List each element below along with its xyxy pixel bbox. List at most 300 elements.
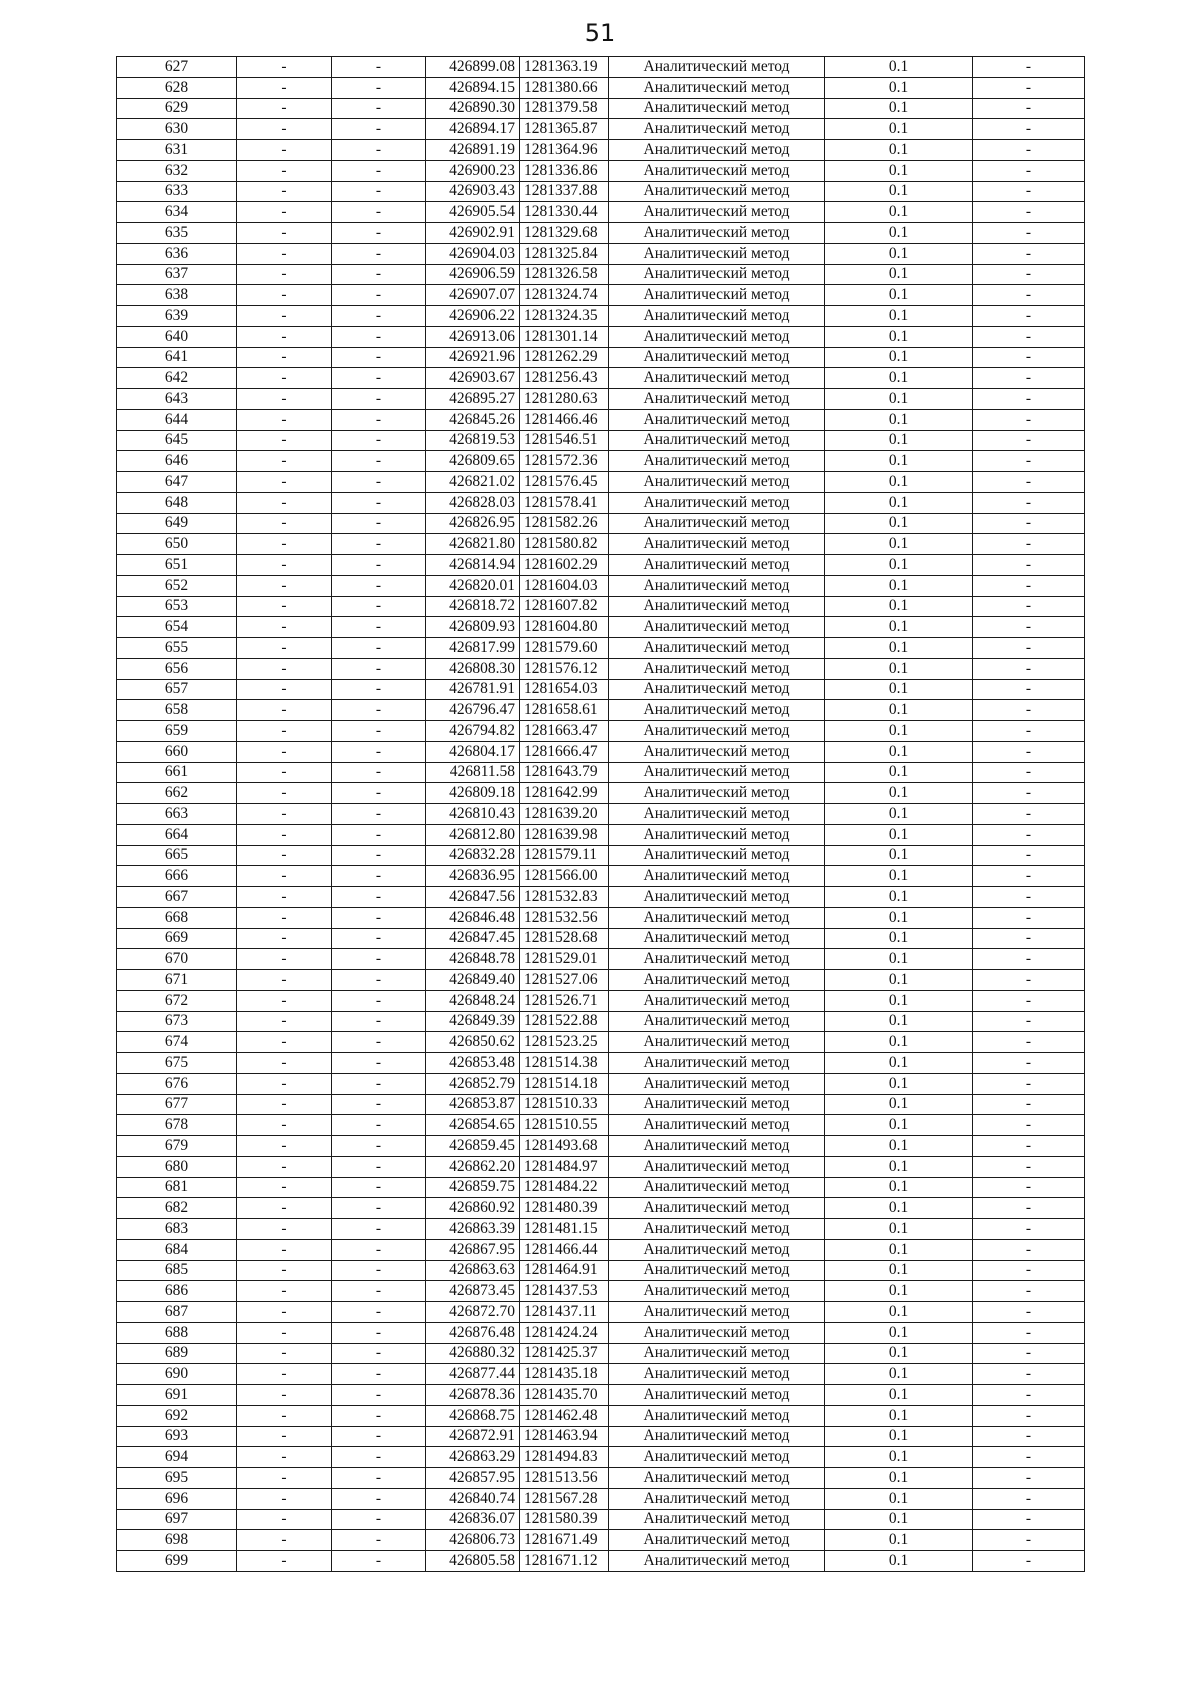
method-cell: Аналитический метод <box>609 1385 825 1406</box>
dash-cell: - <box>332 1551 426 1572</box>
dash-cell: - <box>973 285 1085 306</box>
method-cell: Аналитический метод <box>609 223 825 244</box>
y-coordinate-cell: 1281324.35 <box>520 306 609 327</box>
dash-cell: - <box>332 77 426 98</box>
accuracy-cell: 0.1 <box>825 1488 973 1509</box>
dash-cell: - <box>237 970 332 991</box>
table-row <box>117 804 1085 825</box>
x-coordinate-cell: 426818.72 <box>426 596 520 617</box>
table-row <box>117 534 1085 555</box>
accuracy-cell: 0.1 <box>825 907 973 928</box>
accuracy-cell: 0.1 <box>825 990 973 1011</box>
method-cell: Аналитический метод <box>609 57 825 78</box>
y-coordinate-cell: 1281484.97 <box>520 1156 609 1177</box>
y-coordinate-cell: 1281578.41 <box>520 492 609 513</box>
dash-cell: - <box>332 804 426 825</box>
table-row <box>117 389 1085 410</box>
y-coordinate-cell: 1281466.44 <box>520 1239 609 1260</box>
table-row <box>117 1530 1085 1551</box>
dash-cell: - <box>973 202 1085 223</box>
point-number-cell: 693 <box>117 1426 237 1447</box>
point-number-cell: 644 <box>117 409 237 430</box>
dash-cell: - <box>973 679 1085 700</box>
accuracy-cell: 0.1 <box>825 949 973 970</box>
point-number-cell: 670 <box>117 949 237 970</box>
table-row <box>117 990 1085 1011</box>
method-cell: Аналитический метод <box>609 721 825 742</box>
x-coordinate-cell: 426805.58 <box>426 1551 520 1572</box>
dash-cell: - <box>332 57 426 78</box>
y-coordinate-cell: 1281336.86 <box>520 160 609 181</box>
accuracy-cell: 0.1 <box>825 741 973 762</box>
dash-cell: - <box>237 1488 332 1509</box>
method-cell: Аналитический метод <box>609 347 825 368</box>
dash-cell: - <box>237 1281 332 1302</box>
dash-cell: - <box>332 990 426 1011</box>
x-coordinate-cell: 426809.65 <box>426 451 520 472</box>
y-coordinate-cell: 1281642.99 <box>520 783 609 804</box>
table-row <box>117 1177 1085 1198</box>
dash-cell: - <box>237 1385 332 1406</box>
table-row <box>117 638 1085 659</box>
point-number-cell: 665 <box>117 845 237 866</box>
y-coordinate-cell: 1281580.39 <box>520 1509 609 1530</box>
y-coordinate-cell: 1281666.47 <box>520 741 609 762</box>
accuracy-cell: 0.1 <box>825 1426 973 1447</box>
dash-cell: - <box>973 700 1085 721</box>
point-number-cell: 641 <box>117 347 237 368</box>
x-coordinate-cell: 426903.43 <box>426 181 520 202</box>
accuracy-cell: 0.1 <box>825 1219 973 1240</box>
y-coordinate-cell: 1281602.29 <box>520 555 609 576</box>
accuracy-cell: 0.1 <box>825 1011 973 1032</box>
table-row <box>117 1198 1085 1219</box>
method-cell: Аналитический метод <box>609 285 825 306</box>
x-coordinate-cell: 426809.18 <box>426 783 520 804</box>
table-row <box>117 492 1085 513</box>
table-row <box>117 1405 1085 1426</box>
point-number-cell: 674 <box>117 1032 237 1053</box>
x-coordinate-cell: 426876.48 <box>426 1322 520 1343</box>
dash-cell: - <box>237 409 332 430</box>
table-row <box>117 368 1085 389</box>
accuracy-cell: 0.1 <box>825 1053 973 1074</box>
dash-cell: - <box>332 1198 426 1219</box>
method-cell: Аналитический метод <box>609 513 825 534</box>
x-coordinate-cell: 426810.43 <box>426 804 520 825</box>
dash-cell: - <box>973 1364 1085 1385</box>
x-coordinate-cell: 426840.74 <box>426 1488 520 1509</box>
table-row <box>117 658 1085 679</box>
dash-cell: - <box>332 700 426 721</box>
method-cell: Аналитический метод <box>609 887 825 908</box>
accuracy-cell: 0.1 <box>825 243 973 264</box>
dash-cell: - <box>332 347 426 368</box>
accuracy-cell: 0.1 <box>825 1239 973 1260</box>
x-coordinate-cell: 426902.91 <box>426 223 520 244</box>
method-cell: Аналитический метод <box>609 638 825 659</box>
y-coordinate-cell: 1281379.58 <box>520 98 609 119</box>
x-coordinate-cell: 426808.30 <box>426 658 520 679</box>
table-row <box>117 1260 1085 1281</box>
dash-cell: - <box>237 824 332 845</box>
y-coordinate-cell: 1281494.83 <box>520 1447 609 1468</box>
method-cell: Аналитический метод <box>609 451 825 472</box>
point-number-cell: 686 <box>117 1281 237 1302</box>
x-coordinate-cell: 426794.82 <box>426 721 520 742</box>
x-coordinate-cell: 426862.20 <box>426 1156 520 1177</box>
table-row <box>117 617 1085 638</box>
point-number-cell: 629 <box>117 98 237 119</box>
point-number-cell: 687 <box>117 1302 237 1323</box>
y-coordinate-cell: 1281424.24 <box>520 1322 609 1343</box>
dash-cell: - <box>237 1094 332 1115</box>
dash-cell: - <box>332 306 426 327</box>
point-number-cell: 695 <box>117 1468 237 1489</box>
method-cell: Аналитический метод <box>609 555 825 576</box>
point-number-cell: 671 <box>117 970 237 991</box>
y-coordinate-cell: 1281513.56 <box>520 1468 609 1489</box>
y-coordinate-cell: 1281654.03 <box>520 679 609 700</box>
dash-cell: - <box>332 1032 426 1053</box>
y-coordinate-cell: 1281324.74 <box>520 285 609 306</box>
dash-cell: - <box>332 1488 426 1509</box>
dash-cell: - <box>973 1239 1085 1260</box>
dash-cell: - <box>237 679 332 700</box>
point-number-cell: 627 <box>117 57 237 78</box>
accuracy-cell: 0.1 <box>825 596 973 617</box>
dash-cell: - <box>237 1426 332 1447</box>
table-row <box>117 223 1085 244</box>
accuracy-cell: 0.1 <box>825 721 973 742</box>
table-row <box>117 160 1085 181</box>
point-number-cell: 697 <box>117 1509 237 1530</box>
table-row <box>117 1488 1085 1509</box>
accuracy-cell: 0.1 <box>825 119 973 140</box>
x-coordinate-cell: 426848.78 <box>426 949 520 970</box>
point-number-cell: 682 <box>117 1198 237 1219</box>
point-number-cell: 673 <box>117 1011 237 1032</box>
x-coordinate-cell: 426905.54 <box>426 202 520 223</box>
y-coordinate-cell: 1281464.91 <box>520 1260 609 1281</box>
table-row <box>117 1136 1085 1157</box>
method-cell: Аналитический метод <box>609 783 825 804</box>
dash-cell: - <box>237 1551 332 1572</box>
table-row <box>117 1219 1085 1240</box>
dash-cell: - <box>237 1343 332 1364</box>
dash-cell: - <box>237 990 332 1011</box>
x-coordinate-cell: 426832.28 <box>426 845 520 866</box>
dash-cell: - <box>332 202 426 223</box>
dash-cell: - <box>237 1260 332 1281</box>
accuracy-cell: 0.1 <box>825 575 973 596</box>
accuracy-cell: 0.1 <box>825 1177 973 1198</box>
table-row <box>117 306 1085 327</box>
point-number-cell: 676 <box>117 1073 237 1094</box>
x-coordinate-cell: 426907.07 <box>426 285 520 306</box>
dash-cell: - <box>973 409 1085 430</box>
method-cell: Аналитический метод <box>609 1468 825 1489</box>
table-row <box>117 347 1085 368</box>
y-coordinate-cell: 1281330.44 <box>520 202 609 223</box>
accuracy-cell: 0.1 <box>825 513 973 534</box>
method-cell: Аналитический метод <box>609 804 825 825</box>
dash-cell: - <box>332 658 426 679</box>
y-coordinate-cell: 1281523.25 <box>520 1032 609 1053</box>
y-coordinate-cell: 1281546.51 <box>520 430 609 451</box>
table-row <box>117 472 1085 493</box>
dash-cell: - <box>973 658 1085 679</box>
dash-cell: - <box>237 638 332 659</box>
dash-cell: - <box>237 472 332 493</box>
y-coordinate-cell: 1281580.82 <box>520 534 609 555</box>
dash-cell: - <box>332 638 426 659</box>
y-coordinate-cell: 1281435.18 <box>520 1364 609 1385</box>
dash-cell: - <box>237 1198 332 1219</box>
point-number-cell: 656 <box>117 658 237 679</box>
point-number-cell: 675 <box>117 1053 237 1074</box>
dash-cell: - <box>332 389 426 410</box>
method-cell: Аналитический метод <box>609 1198 825 1219</box>
dash-cell: - <box>332 1426 426 1447</box>
dash-cell: - <box>973 430 1085 451</box>
x-coordinate-cell: 426921.96 <box>426 347 520 368</box>
accuracy-cell: 0.1 <box>825 1405 973 1426</box>
dash-cell: - <box>332 783 426 804</box>
dash-cell: - <box>237 347 332 368</box>
table-row <box>117 98 1085 119</box>
table-row <box>117 57 1085 78</box>
dash-cell: - <box>973 1260 1085 1281</box>
method-cell: Аналитический метод <box>609 1488 825 1509</box>
dash-cell: - <box>973 741 1085 762</box>
method-cell: Аналитический метод <box>609 77 825 98</box>
accuracy-cell: 0.1 <box>825 824 973 845</box>
method-cell: Аналитический метод <box>609 243 825 264</box>
dash-cell: - <box>973 1073 1085 1094</box>
dash-cell: - <box>237 783 332 804</box>
method-cell: Аналитический метод <box>609 1426 825 1447</box>
point-number-cell: 684 <box>117 1239 237 1260</box>
dash-cell: - <box>237 845 332 866</box>
dash-cell: - <box>237 389 332 410</box>
dash-cell: - <box>237 77 332 98</box>
dash-cell: - <box>973 160 1085 181</box>
x-coordinate-cell: 426906.22 <box>426 306 520 327</box>
table-row <box>117 1281 1085 1302</box>
table-row <box>117 845 1085 866</box>
dash-cell: - <box>237 1053 332 1074</box>
dash-cell: - <box>973 1219 1085 1240</box>
dash-cell: - <box>332 1239 426 1260</box>
dash-cell: - <box>973 1509 1085 1530</box>
method-cell: Аналитический метод <box>609 1260 825 1281</box>
table-row <box>117 762 1085 783</box>
table-row <box>117 409 1085 430</box>
dash-cell: - <box>332 1405 426 1426</box>
dash-cell: - <box>332 1260 426 1281</box>
dash-cell: - <box>332 970 426 991</box>
dash-cell: - <box>237 1405 332 1426</box>
x-coordinate-cell: 426863.63 <box>426 1260 520 1281</box>
accuracy-cell: 0.1 <box>825 1364 973 1385</box>
accuracy-cell: 0.1 <box>825 534 973 555</box>
method-cell: Аналитический метод <box>609 596 825 617</box>
dash-cell: - <box>237 1115 332 1136</box>
accuracy-cell: 0.1 <box>825 1468 973 1489</box>
y-coordinate-cell: 1281301.14 <box>520 326 609 347</box>
x-coordinate-cell: 426847.45 <box>426 928 520 949</box>
point-number-cell: 668 <box>117 907 237 928</box>
dash-cell: - <box>973 181 1085 202</box>
table-row <box>117 326 1085 347</box>
method-cell: Аналитический метод <box>609 1343 825 1364</box>
method-cell: Аналитический метод <box>609 824 825 845</box>
table-row <box>117 575 1085 596</box>
x-coordinate-cell: 426867.95 <box>426 1239 520 1260</box>
y-coordinate-cell: 1281337.88 <box>520 181 609 202</box>
table-row <box>117 513 1085 534</box>
point-number-cell: 647 <box>117 472 237 493</box>
dash-cell: - <box>332 513 426 534</box>
dash-cell: - <box>973 306 1085 327</box>
dash-cell: - <box>237 1073 332 1094</box>
x-coordinate-cell: 426845.26 <box>426 409 520 430</box>
point-number-cell: 679 <box>117 1136 237 1157</box>
dash-cell: - <box>973 575 1085 596</box>
table-row <box>117 824 1085 845</box>
dash-cell: - <box>332 762 426 783</box>
point-number-cell: 680 <box>117 1156 237 1177</box>
point-number-cell: 642 <box>117 368 237 389</box>
dash-cell: - <box>237 575 332 596</box>
y-coordinate-cell: 1281325.84 <box>520 243 609 264</box>
dash-cell: - <box>973 824 1085 845</box>
x-coordinate-cell: 426849.39 <box>426 1011 520 1032</box>
method-cell: Аналитический метод <box>609 1447 825 1468</box>
dash-cell: - <box>332 492 426 513</box>
x-coordinate-cell: 426814.94 <box>426 555 520 576</box>
y-coordinate-cell: 1281480.39 <box>520 1198 609 1219</box>
point-number-cell: 653 <box>117 596 237 617</box>
y-coordinate-cell: 1281529.01 <box>520 949 609 970</box>
x-coordinate-cell: 426853.48 <box>426 1053 520 1074</box>
accuracy-cell: 0.1 <box>825 658 973 679</box>
accuracy-cell: 0.1 <box>825 430 973 451</box>
y-coordinate-cell: 1281643.79 <box>520 762 609 783</box>
method-cell: Аналитический метод <box>609 866 825 887</box>
table-row <box>117 1239 1085 1260</box>
dash-cell: - <box>332 555 426 576</box>
x-coordinate-cell: 426894.15 <box>426 77 520 98</box>
dash-cell: - <box>332 534 426 555</box>
table-row <box>117 119 1085 140</box>
x-coordinate-cell: 426857.95 <box>426 1468 520 1489</box>
method-cell: Аналитический метод <box>609 1156 825 1177</box>
dash-cell: - <box>237 1364 332 1385</box>
accuracy-cell: 0.1 <box>825 409 973 430</box>
x-coordinate-cell: 426853.87 <box>426 1094 520 1115</box>
dash-cell: - <box>973 1530 1085 1551</box>
accuracy-cell: 0.1 <box>825 98 973 119</box>
dash-cell: - <box>237 430 332 451</box>
table-row <box>117 1032 1085 1053</box>
dash-cell: - <box>973 990 1085 1011</box>
x-coordinate-cell: 426804.17 <box>426 741 520 762</box>
table-row <box>117 887 1085 908</box>
dash-cell: - <box>332 409 426 430</box>
dash-cell: - <box>237 804 332 825</box>
x-coordinate-cell: 426860.92 <box>426 1198 520 1219</box>
dash-cell: - <box>973 1136 1085 1157</box>
dash-cell: - <box>237 140 332 161</box>
x-coordinate-cell: 426828.03 <box>426 492 520 513</box>
accuracy-cell: 0.1 <box>825 306 973 327</box>
x-coordinate-cell: 426868.75 <box>426 1405 520 1426</box>
accuracy-cell: 0.1 <box>825 970 973 991</box>
x-coordinate-cell: 426820.01 <box>426 575 520 596</box>
dash-cell: - <box>973 1053 1085 1074</box>
method-cell: Аналитический метод <box>609 472 825 493</box>
accuracy-cell: 0.1 <box>825 1198 973 1219</box>
dash-cell: - <box>237 617 332 638</box>
y-coordinate-cell: 1281437.53 <box>520 1281 609 1302</box>
dash-cell: - <box>237 1447 332 1468</box>
y-coordinate-cell: 1281532.83 <box>520 887 609 908</box>
dash-cell: - <box>332 98 426 119</box>
x-coordinate-cell: 426863.29 <box>426 1447 520 1468</box>
method-cell: Аналитический метод <box>609 1011 825 1032</box>
table-row <box>117 1053 1085 1074</box>
y-coordinate-cell: 1281579.11 <box>520 845 609 866</box>
accuracy-cell: 0.1 <box>825 285 973 306</box>
accuracy-cell: 0.1 <box>825 160 973 181</box>
dash-cell: - <box>332 845 426 866</box>
method-cell: Аналитический метод <box>609 1136 825 1157</box>
point-number-cell: 699 <box>117 1551 237 1572</box>
y-coordinate-cell: 1281607.82 <box>520 596 609 617</box>
table-row <box>117 243 1085 264</box>
dash-cell: - <box>973 1426 1085 1447</box>
dash-cell: - <box>237 285 332 306</box>
dash-cell: - <box>973 534 1085 555</box>
dash-cell: - <box>237 887 332 908</box>
dash-cell: - <box>332 1156 426 1177</box>
accuracy-cell: 0.1 <box>825 845 973 866</box>
table-row <box>117 866 1085 887</box>
dash-cell: - <box>237 243 332 264</box>
dash-cell: - <box>973 928 1085 949</box>
dash-cell: - <box>237 1136 332 1157</box>
dash-cell: - <box>973 1156 1085 1177</box>
dash-cell: - <box>237 866 332 887</box>
point-number-cell: 649 <box>117 513 237 534</box>
accuracy-cell: 0.1 <box>825 804 973 825</box>
method-cell: Аналитический метод <box>609 1073 825 1094</box>
accuracy-cell: 0.1 <box>825 1156 973 1177</box>
y-coordinate-cell: 1281514.38 <box>520 1053 609 1074</box>
accuracy-cell: 0.1 <box>825 326 973 347</box>
point-number-cell: 646 <box>117 451 237 472</box>
dash-cell: - <box>973 347 1085 368</box>
x-coordinate-cell: 426899.08 <box>426 57 520 78</box>
y-coordinate-cell: 1281466.46 <box>520 409 609 430</box>
x-coordinate-cell: 426821.02 <box>426 472 520 493</box>
dash-cell: - <box>237 98 332 119</box>
method-cell: Аналитический метод <box>609 949 825 970</box>
dash-cell: - <box>332 721 426 742</box>
point-number-cell: 637 <box>117 264 237 285</box>
